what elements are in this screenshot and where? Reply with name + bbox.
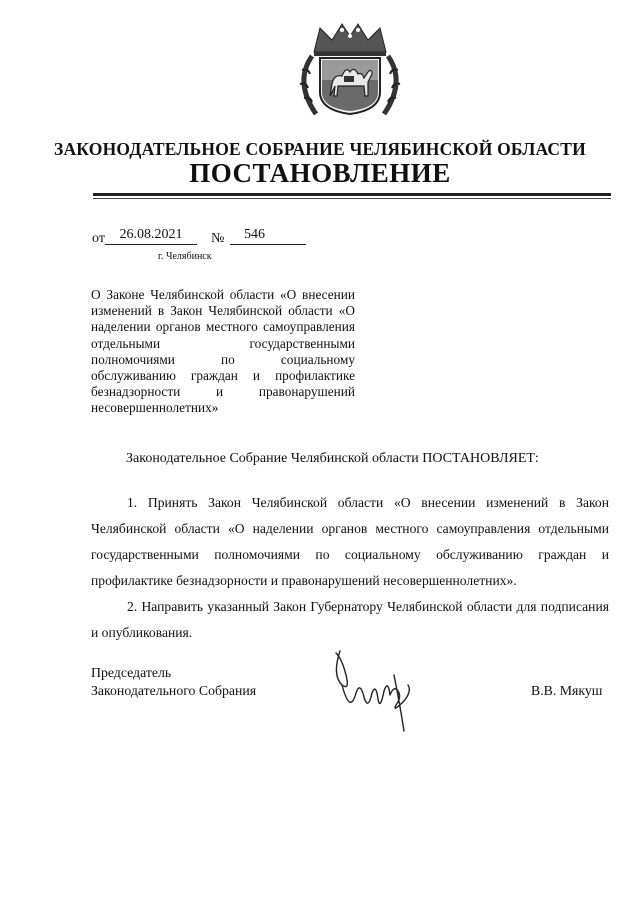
organization-title: ЗАКОНОДАТЕЛЬНОЕ СОБРАНИЕ ЧЕЛЯБИНСКОЙ ОБЛАСТИ xyxy=(54,139,586,159)
document-subject: О Законе Челябинской области «О внесении изменений в Закон Челябинской области «О наделении органов местного самоуправления отдельными государственными полномочиями по социальному обслуживанию граждан и профилактике безнадзорности и правонарушений несовершеннолетних» xyxy=(91,287,355,416)
city-label: г. Челябинск xyxy=(158,251,212,262)
document-number: 546 xyxy=(230,227,306,245)
resolution-item-2: 2. Направить указанный Закон Губернатору Челябинской области для подписания и опубликования. xyxy=(91,599,609,640)
coat-of-arms-icon xyxy=(292,22,408,116)
signatory-name: В.В. Мякуш xyxy=(531,683,603,698)
preamble: Законодательное Собрание Челябинской области ПОСТАНОВЛЯЕТ: xyxy=(126,451,539,466)
document-date: 26.08.2021 xyxy=(105,227,197,245)
header-divider-thin xyxy=(93,198,611,199)
signatory-title-line1: Председатель xyxy=(91,665,172,680)
signatory-title-line2: Законодательного Собрания xyxy=(91,683,257,698)
number-label: № xyxy=(211,231,225,246)
handwritten-signature-icon xyxy=(328,645,428,735)
date-label: от xyxy=(92,231,105,246)
header-divider xyxy=(93,193,611,196)
document-type-heading: ПОСТАНОВЛЕНИЕ xyxy=(189,158,451,188)
resolution-item-1: 1. Принять Закон Челябинской области «О внесении изменений в Закон Челябинской области «О наделении органов местного самоуправления отдельными государственными полномочиями по социальному обслуживанию граждан и профилактике безнадзорности и правонарушений несовершеннолетних». xyxy=(91,495,609,588)
